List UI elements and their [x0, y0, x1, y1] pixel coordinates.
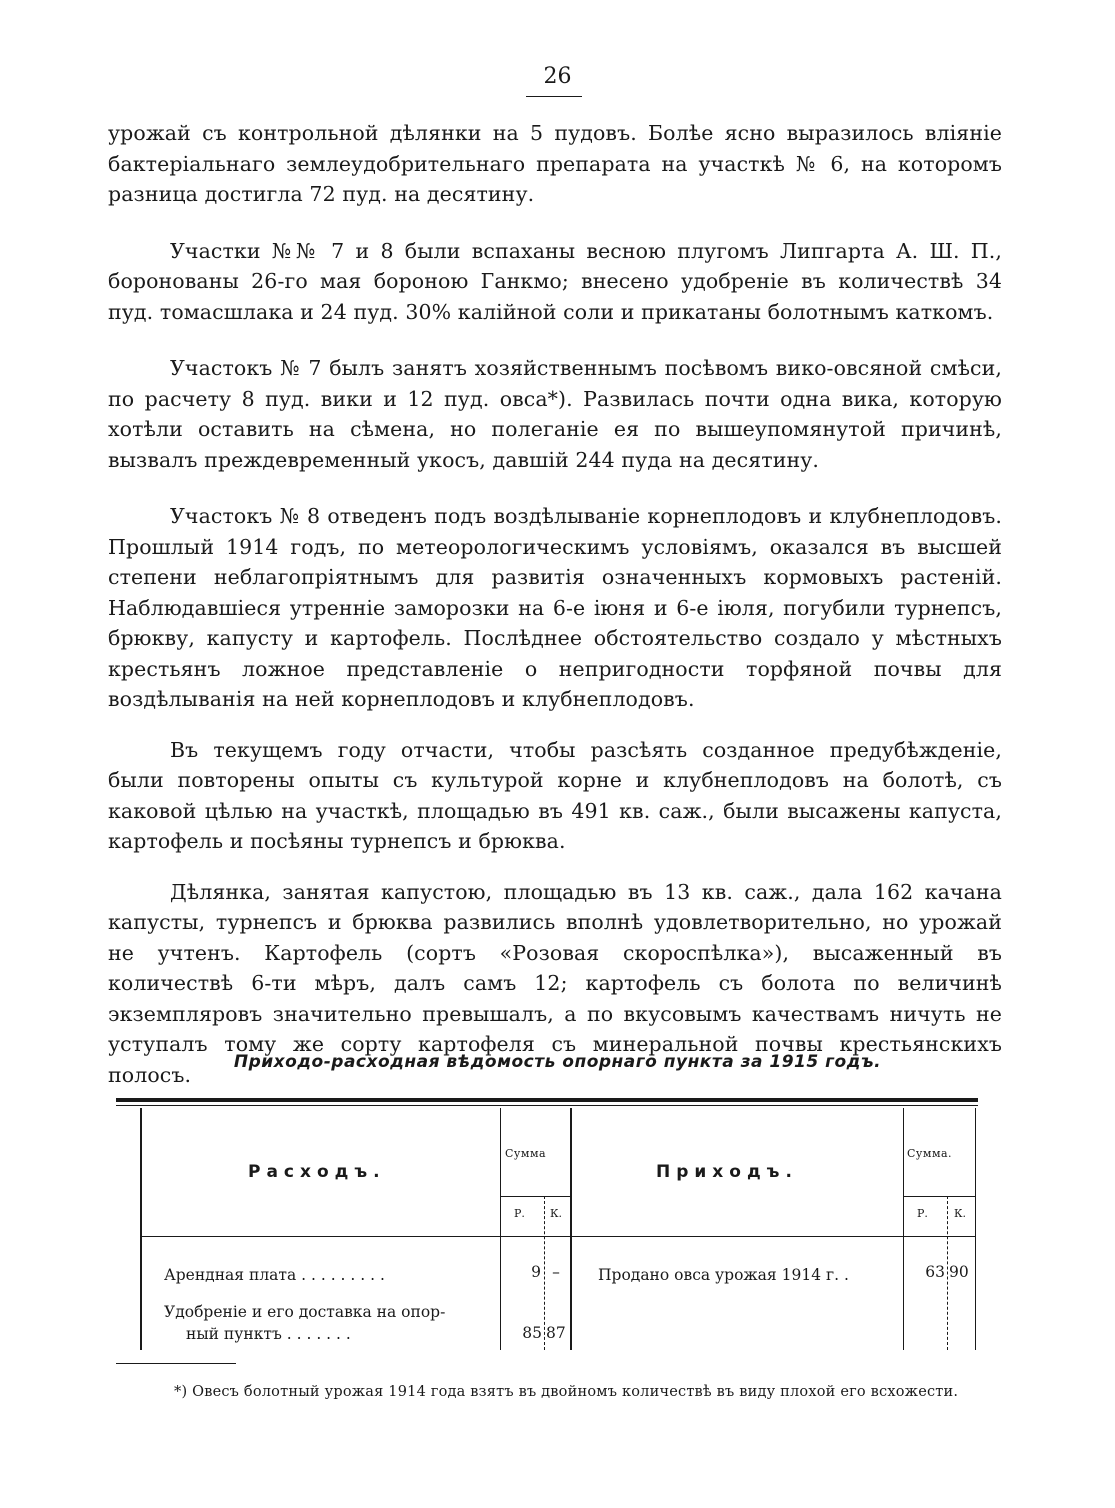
footnote-rule: [116, 1363, 236, 1364]
divider-income-sum: [903, 1108, 904, 1350]
sum-header-right: Сумма.: [907, 1147, 953, 1160]
table-right-border: [975, 1108, 976, 1350]
unit-r-left: Р.: [514, 1207, 525, 1220]
expense-row-2-label-line2: ный пунктъ . . . . . . .: [186, 1325, 351, 1343]
divider-income-r-k: [947, 1196, 948, 1350]
header-bottom-rule: [140, 1236, 975, 1237]
paragraph-4: Участокъ № 8 отведенъ подъ воздѣлываніе корнеплодовъ и клубнеплодовъ. Прошлый 1914 годъ, по метеорологическимъ условіямъ, оказался въ высшей степени неблагопріятнымъ для развитія означенныхъ кормовыхъ растеній. Наблюдавшіеся утренніе заморозки на 6-е іюня и 6-е іюля, погубили турнепсъ, брюкву, капусту и картофель. Послѣднее обстоятельство создало у мѣстныхъ крестьянъ ложное представленіе о непригодности торфяной почвы для воздѣлыванія на ней корнеплодовъ и клубнеплодовъ.: [108, 504, 1002, 711]
divider-middle: [570, 1108, 572, 1350]
income-row-1-label: Продано овса урожая 1914 г. .: [598, 1266, 849, 1284]
paragraph-2: Участки №№ 7 и 8 были вспаханы весною плугомъ Липгарта А. Ш. П., боронованы 26-го мая бороною Ганкмо; внесено удобреніе въ количествѣ 34 пуд. томасшлака и 24 пуд. 30% калійной соли и прикатаны болотнымъ каткомъ.: [108, 238, 1002, 324]
income-row-1-k: 90: [949, 1263, 969, 1281]
expense-row-1-r: 9: [531, 1263, 541, 1281]
income-header: Приходъ.: [656, 1162, 798, 1182]
expense-row-1-k: –: [552, 1263, 560, 1281]
expense-row-2-k: 87: [546, 1324, 566, 1342]
paragraph-1: урожай съ контрольной дѣлянки на 5 пудовъ. Болѣе ясно выразилось вліяніе бактеріальнаго землеудобрительнаго препарата на участкѣ № 6, на которомъ разница достигла 72 пуд. на десятину.: [108, 121, 1002, 206]
paragraph-5: Въ текущемъ году отчасти, чтобы разсѣять созданное предубѣжденіе, были повторены опыты съ культурой корне и клубнеплодовъ на болотѣ, съ каковой цѣлью на участкѣ, площадью въ 491 кв. саж., были высажены капуста, картофель и посѣяны турнепсъ и брюква.: [108, 737, 1002, 853]
expense-row-2-label-line1: Удобреніе и его доставка на опор-: [164, 1303, 446, 1321]
page-number-rule: [526, 96, 582, 97]
footnote: *) Овесъ болотный урожая 1914 года взятъ въ двойномъ количествѣ въ виду плохой его всхожести.: [174, 1384, 959, 1400]
body-text: [108, 118, 1002, 1116]
sum-unit-rule-left: [500, 1196, 570, 1197]
unit-r-right: Р.: [917, 1207, 928, 1220]
paragraph-3: Участокъ № 7 былъ занятъ хозяйственнымъ посѣвомъ вико-овсяной смѣси, по расчету 8 пуд. вики и 12 пуд. овса*). Развилась почти одна вика, которую хотѣли оставить на сѣмена, но полеганіе ея по вышеупомянутой причинѣ, вызвалъ преждевременный укосъ, давшій 244 пуда на десятину.: [108, 356, 1002, 472]
table-top-rule: [116, 1098, 978, 1102]
table-title: Приходо-расходная вѣдомость опорнаго пункта за 1915 годъ.: [233, 1052, 882, 1072]
expense-row-2-r: 85: [522, 1324, 542, 1342]
table-left-border: [140, 1108, 142, 1350]
sum-unit-rule-right: [903, 1196, 975, 1197]
expense-row-1-label: Арендная плата . . . . . . . . .: [164, 1266, 385, 1284]
sum-header-left: Сумма: [505, 1147, 547, 1160]
divider-expense-r-k: [544, 1196, 545, 1350]
expense-header: Расходъ.: [248, 1162, 386, 1182]
paragraph-6: Дѣлянка, занятая капустою, площадью въ 13 кв. саж., дала 162 качана капусты, турнепсъ и брюква развились вполнѣ удовлетворительно, но урожай не учтенъ. Картофель (сортъ «Розовая скороспѣлка»), высаженный въ количествѣ 6-ти мѣръ, далъ самъ 12; картофель съ болота по величинѣ экземпляровъ значительно превышалъ, а по вкусовымъ качествамъ ничуть не уступалъ тому же сорту картофеля съ минеральной почвы крестьянскихъ полосъ.: [108, 879, 1002, 1087]
divider-expense-sum: [500, 1108, 501, 1350]
table-top-rule-thin: [116, 1105, 978, 1106]
income-row-1-r: 63: [925, 1263, 945, 1281]
unit-k-left: К.: [550, 1207, 563, 1220]
unit-k-right: К.: [954, 1207, 967, 1220]
page-number: 26: [543, 64, 572, 89]
